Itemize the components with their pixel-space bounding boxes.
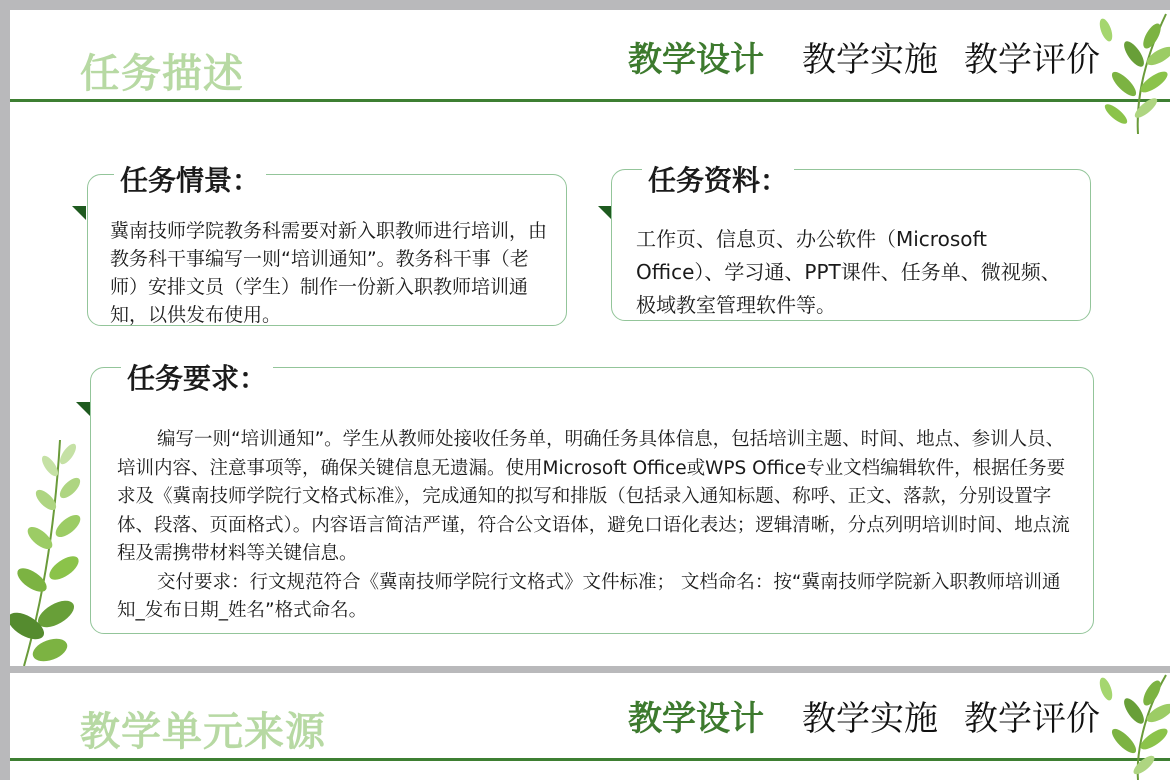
task-resources-body: 工作页、信息页、办公软件（Microsoft Office）、学习通、PPT课件、任务单、微视频、极域教室管理软件等。	[636, 227, 1061, 317]
fern-decoration-icon	[10, 430, 100, 666]
task-requirements-body	[117, 426, 1077, 626]
slide-unit-source	[10, 673, 1170, 780]
card-corner-mark	[72, 206, 86, 220]
card-corner-mark	[76, 402, 90, 416]
header-divider	[10, 758, 1170, 761]
tab-teaching-evaluation[interactable]: 教学评价	[964, 40, 1100, 80]
delivery-paragraph-text: 交付要求：行文规范符合《冀南技师学院行文格式》文件标准； 文档命名：按“冀南技师学院新入职教师培训通知_发布日期_姓名”格式命名。	[117, 571, 1061, 621]
task-requirements-card	[90, 362, 1094, 634]
tab-teaching-implementation[interactable]: 教学实施	[802, 40, 938, 80]
header-divider	[10, 99, 1170, 102]
task-scene-body: 冀南技师学院教务科需要对新入职教师进行培训，由教务科干事编写一则“培训通知”。教务科干事（老师）安排文员（学生）制作一份新入职教师培训通知，以供发布使用。	[110, 220, 548, 326]
tab-teaching-design[interactable]: 教学设计	[628, 699, 764, 739]
requirements-paragraph-text: 编写一则“培训通知”。学生从教师处接收任务单，明确任务具体信息，包括培训主题、时间、地点、参训人员、培训内容、注意事项等，确保关键信息无遗漏。使用Microsoft Office或WPS Office专业文档编辑软件，根据任务要求及《冀南技师学院行文格式标准》，完成通知的拟写和排版（包括录入通知标题、称呼、正文、落款，分别设置字体、段落、页面格式）。内容语言简洁严谨，符合公文语体，避免口语化表达；逻辑清晰，分点列明培训时间、地点流程及需携带材料等关键信息。	[117, 429, 1070, 564]
tab-teaching-design[interactable]: 教学设计	[628, 40, 764, 80]
card-corner-mark	[598, 206, 612, 220]
requirements-paragraph	[117, 426, 1077, 569]
task-scene-card	[87, 164, 567, 326]
leaf-decoration-icon	[1078, 673, 1170, 780]
task-resources-card	[611, 164, 1091, 321]
leaf-decoration-icon	[1078, 10, 1170, 134]
section-title: 教学单元来源	[80, 709, 326, 755]
task-requirements-title: 任务要求：	[121, 361, 273, 397]
tab-teaching-evaluation[interactable]: 教学评价	[964, 699, 1100, 739]
task-resources-title: 任务资料：	[642, 163, 794, 199]
tab-teaching-implementation[interactable]: 教学实施	[802, 699, 938, 739]
section-title: 任务描述	[80, 51, 244, 97]
delivery-paragraph	[117, 569, 1077, 626]
slide-task-description	[10, 10, 1170, 666]
task-scene-title: 任务情景：	[114, 163, 266, 199]
